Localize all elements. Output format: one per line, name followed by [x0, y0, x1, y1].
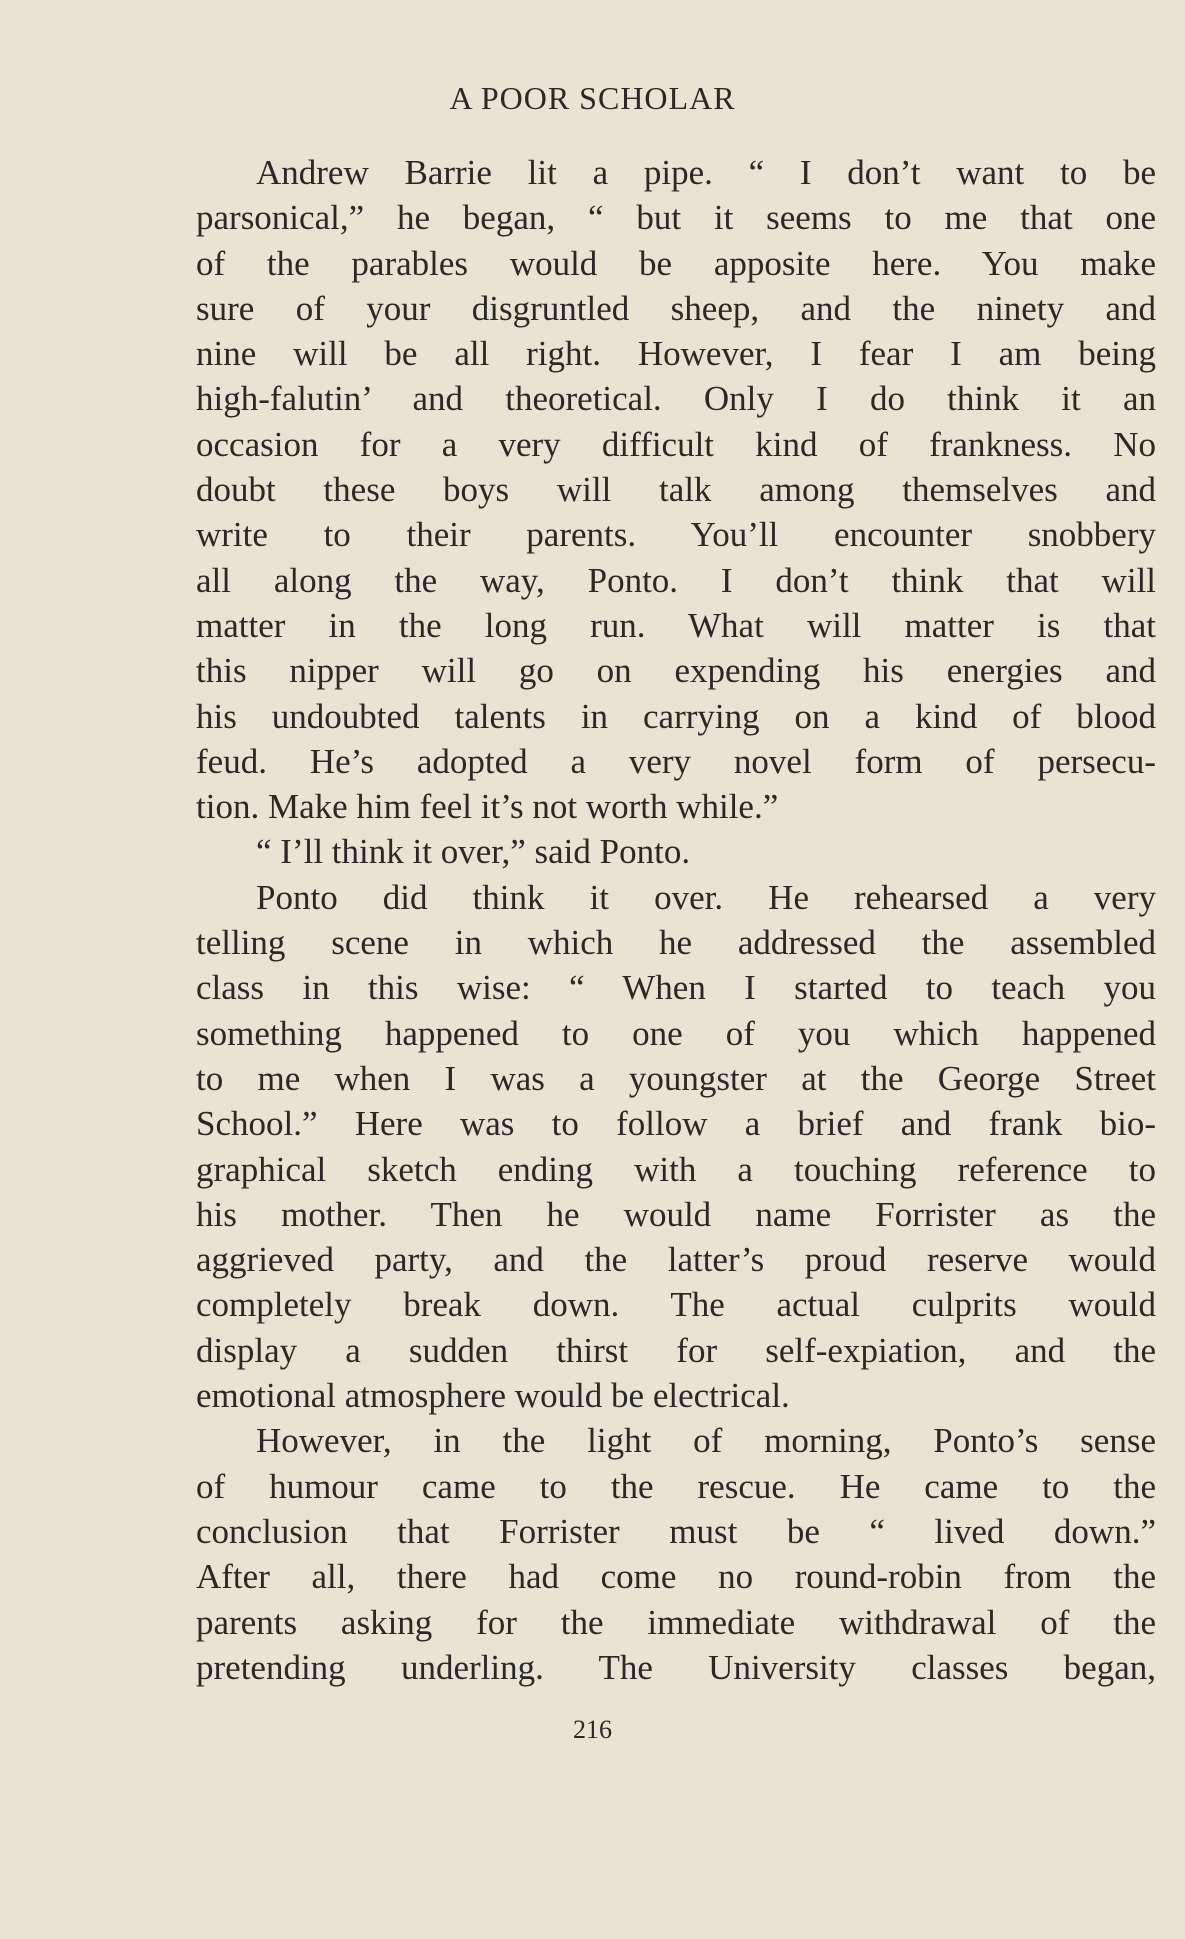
text-line: all along the way, Ponto. I don’t think that will [196, 560, 1156, 600]
text-line: of humour came to the rescue. He came to the [196, 1466, 1156, 1506]
text-line: high-falutin’ and theoretical. Only I do think it an [196, 379, 1156, 419]
text-line: feud. He’s adopted a very novel form of persecu- [196, 741, 1156, 781]
text-line: pretending underling. The University classes began, [196, 1647, 1156, 1687]
text-line: nine will be all right. However, I fear I am being [196, 334, 1156, 374]
text-line: After all, there had come no round-robin from the [196, 1557, 1156, 1597]
text-line: However, in the light of morning, Ponto’s sense [256, 1421, 1156, 1461]
text-line: emotional atmosphere would be electrical. [196, 1376, 790, 1416]
text-line: doubt these boys will talk among themselves and [196, 470, 1156, 510]
text-line: class in this wise: “ When I started to teach you [196, 968, 1156, 1008]
text-line: Andrew Barrie lit a pipe. “ I don’t want to be [256, 153, 1156, 192]
running-head: A POOR SCHOLAR [449, 80, 736, 116]
text-line: tion. Make him feel it’s not worth while.” [196, 787, 779, 827]
text-line: parsonical,” he began, “ but it seems to me that one [196, 198, 1156, 238]
text-line: his mother. Then he would name Forrister as the [196, 1194, 1156, 1234]
text-line: Ponto did think it over. He rehearsed a very [256, 877, 1156, 917]
text-line: aggrieved party, and the latter’s proud reserve would [196, 1240, 1156, 1280]
text-line: of the parables would be apposite here. You make [196, 243, 1156, 283]
body-text [196, 150, 1156, 1690]
text-line: this nipper will go on expending his energies and [196, 651, 1156, 691]
text-line: write to their parents. You’ll encounter snobbery [196, 515, 1156, 555]
text-line: conclusion that Forrister must be “ lived down.” [196, 1511, 1156, 1551]
text-line: occasion for a very difficult kind of frankness. No [196, 424, 1156, 464]
text-line: display a sudden thirst for self-expiation, and the [196, 1330, 1156, 1370]
text-line: graphical sketch ending with a touching reference to [196, 1149, 1156, 1189]
text-line: School.” Here was to follow a brief and frank bio- [196, 1104, 1156, 1144]
text-line: “ I’ll think it over,” said Ponto. [256, 832, 691, 872]
text-line: something happened to one of you which happened [196, 1013, 1156, 1053]
text-line: matter in the long run. What will matter is that [196, 605, 1156, 645]
text-line: parents asking for the immediate withdrawal of the [196, 1602, 1156, 1642]
text-line: sure of your disgruntled sheep, and the ninety and [196, 288, 1156, 328]
page-number: 216 [573, 1715, 612, 1744]
text-line: his undoubted talents in carrying on a kind of blood [196, 696, 1156, 736]
text-line: to me when I was a youngster at the George Street [196, 1058, 1156, 1098]
text-line: telling scene in which he addressed the assembled [196, 923, 1156, 963]
text-line: completely break down. The actual culprits would [196, 1285, 1156, 1325]
